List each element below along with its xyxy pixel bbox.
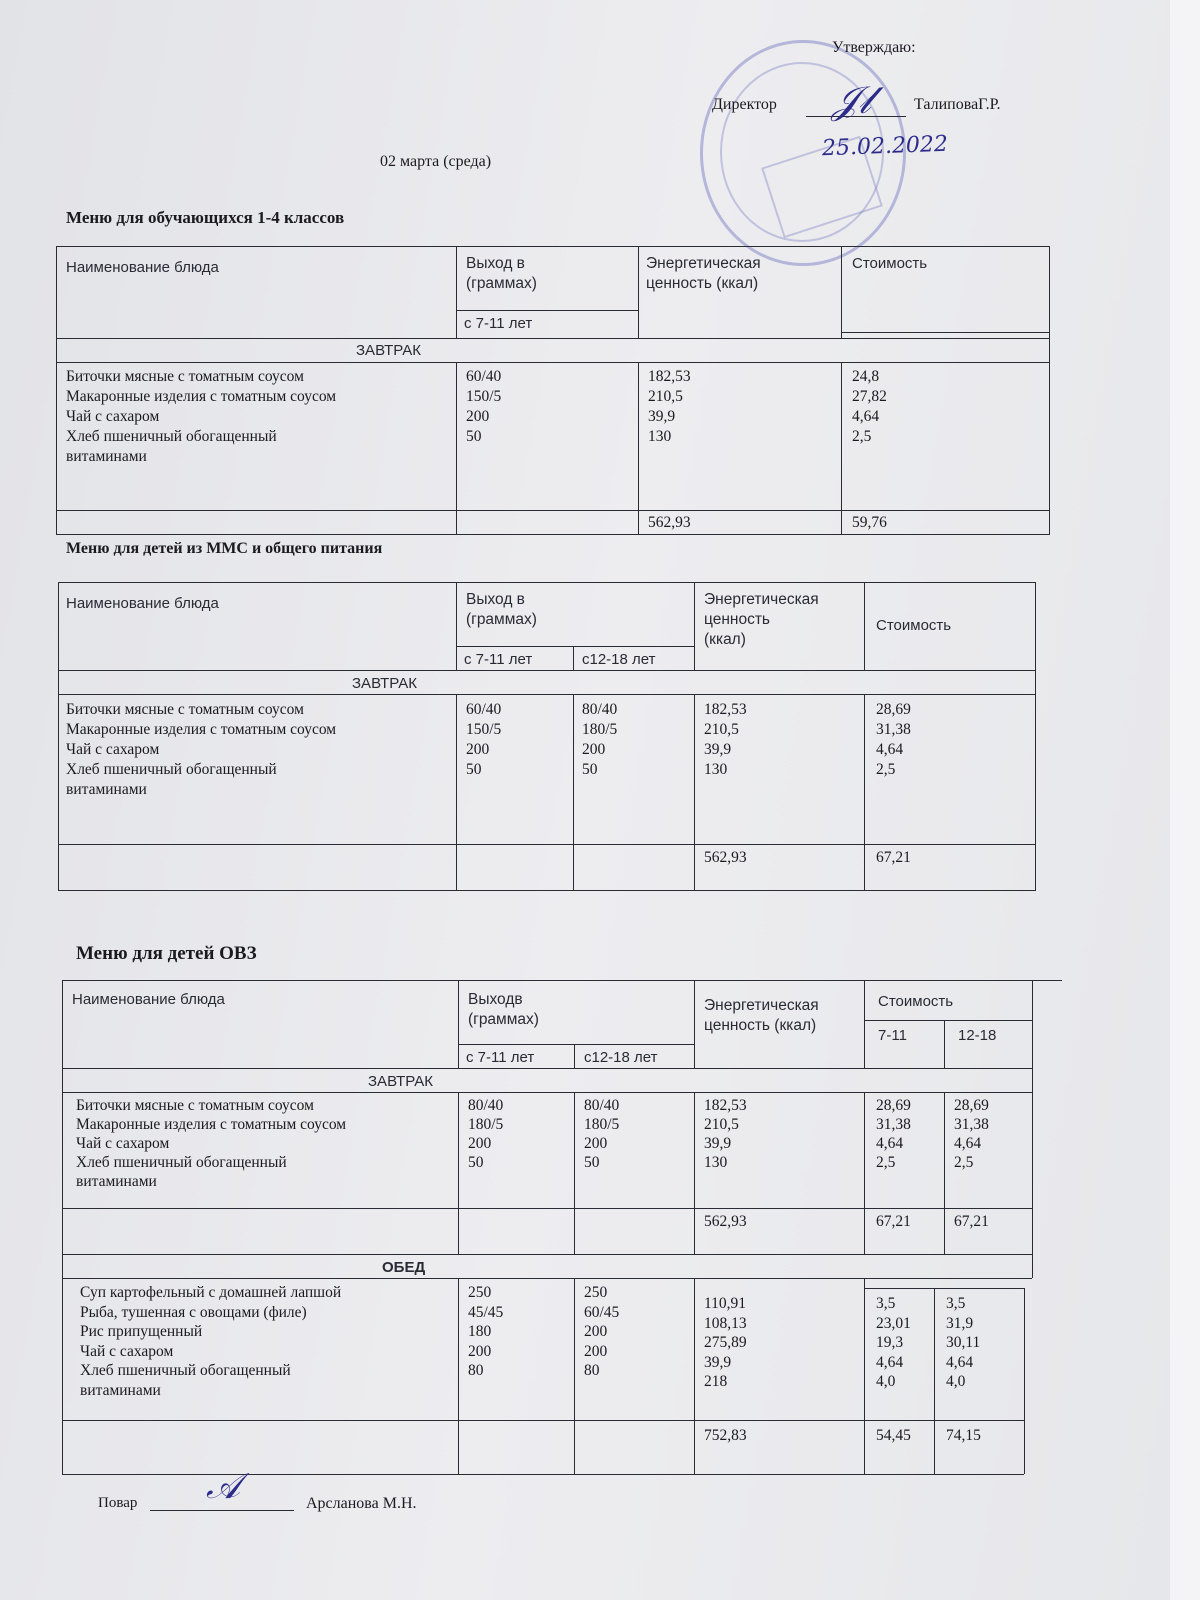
table2-header-cost: Стоимость xyxy=(876,617,952,634)
table1-total-energy: 562,93 xyxy=(648,514,691,531)
table2-total-cost: 67,21 xyxy=(876,849,911,866)
table1-section: ЗАВТРАК xyxy=(356,342,421,359)
menu-date: 02 марта (среда) xyxy=(380,153,492,170)
table1-output: 60/40 150/5 200 50 xyxy=(466,368,502,445)
table3-header-energy: Энергетическая ценность (ккал) xyxy=(704,997,819,1034)
table2-output1: 60/40 150/5 200 50 xyxy=(466,701,502,778)
approval-date: 25.02.2022 xyxy=(821,131,949,162)
director-name: ТалиповаГ.Р. xyxy=(914,96,1001,113)
table3-breakfast-total-cost1: 67,21 xyxy=(876,1213,911,1230)
table1-cost: 24,8 27,82 4,64 2,5 xyxy=(852,368,887,445)
director-label: Директор xyxy=(712,96,777,113)
table3-breakfast-energy: 182,53 210,5 39,9 130 xyxy=(704,1097,747,1171)
table3-breakfast-total-cost2: 67,21 xyxy=(954,1213,989,1230)
approve-label: Утверждаю: xyxy=(832,39,916,56)
table1-header-cost: Стоимость xyxy=(852,255,928,272)
table3-breakfast-output1: 80/40 180/5 200 50 xyxy=(468,1097,504,1171)
table2-section: ЗАВТРАК xyxy=(352,675,417,692)
table3-lunch-cost1: 3,5 23,01 19,3 4,64 4,0 xyxy=(876,1295,911,1390)
table3-lunch-section: ОБЕД xyxy=(382,1259,426,1276)
table3-lunch-energy: 110,91 108,13 275,89 39,9 218 xyxy=(704,1295,747,1390)
table1-total-cost: 59,76 xyxy=(852,514,887,531)
table3-breakfast-cost2: 28,69 31,38 4,64 2,5 xyxy=(954,1097,989,1171)
table2-energy: 182,53 210,5 39,9 130 xyxy=(704,701,747,778)
table2-cost: 28,69 31,38 4,64 2,5 xyxy=(876,701,911,778)
table3-lunch-total-cost1: 54,45 xyxy=(876,1427,911,1444)
cook-name: Арсланова М.Н. xyxy=(306,1495,417,1512)
table3-header-cost: Стоимость xyxy=(878,993,954,1010)
table2-header-output: Выход в (граммах) xyxy=(466,591,537,628)
table2-header-age1: с 7-11 лет xyxy=(464,651,533,668)
cook-signature: 𝒜 xyxy=(206,1466,241,1507)
table1-header-energy: Энергетическая ценность (ккал) xyxy=(646,255,761,292)
table3-lunch-output2: 250 60/45 200 200 80 xyxy=(584,1284,620,1379)
table3-breakfast-total-energy: 562,93 xyxy=(704,1213,747,1230)
table3-header-cost2: 12-18 xyxy=(958,1027,997,1044)
table1-title: Меню для обучающихся 1-4 классов xyxy=(66,208,345,227)
table2-title: Меню для детей из ММС и общего питания xyxy=(66,540,383,557)
table2-dishes: Биточки мясные с томатным соусом Макаронные изделия с томатным соусом Чай с сахаром Хлеб пшеничный обогащенный витаминами xyxy=(66,701,337,798)
table1-header-name: Наименование блюда xyxy=(66,259,219,276)
cook-signature-line xyxy=(150,1510,294,1511)
table1-header-output: Выход в (граммах) xyxy=(466,255,537,292)
table2-total-energy: 562,93 xyxy=(704,849,747,866)
table3-breakfast-section: ЗАВТРАК xyxy=(368,1073,433,1090)
page-edge xyxy=(1170,0,1200,1600)
director-signature: 𝒥𝓁 xyxy=(832,78,871,122)
table3-breakfast-cost1: 28,69 31,38 4,64 2,5 xyxy=(876,1097,911,1171)
table3-lunch-total-energy: 752,83 xyxy=(704,1427,747,1444)
table2-header-age2: с12-18 лет xyxy=(582,651,656,668)
table3-breakfast-dishes: Биточки мясные с томатным соусом Макаронные изделия с томатным соусом Чай с сахаром Хлеб пшеничный обогащенный витаминами xyxy=(76,1097,347,1190)
table2-header-name: Наименование блюда xyxy=(66,595,219,612)
table3-lunch-total-cost2: 74,15 xyxy=(946,1427,981,1444)
table2-header-energy: Энергетическая ценность (ккал) xyxy=(704,591,819,648)
table3-header-age2: с12-18 лет xyxy=(584,1049,658,1066)
table3-header-cost1: 7-11 xyxy=(878,1027,907,1044)
table3-header-output: Выходв (граммах) xyxy=(468,991,539,1028)
table3-lunch-output1: 250 45/45 180 200 80 xyxy=(468,1284,504,1379)
table3-header-age1: с 7-11 лет xyxy=(466,1049,535,1066)
table1-header-age: с 7-11 лет xyxy=(464,315,533,332)
table1-dishes: Биточки мясные с томатным соусом Макаронные изделия с томатным соусом Чай с сахаром Хлеб пшеничный обогащенный витаминами xyxy=(66,368,337,465)
table3-header-name: Наименование блюда xyxy=(72,991,225,1008)
table3-title: Меню для детей ОВЗ xyxy=(76,943,257,964)
table1-energy: 182,53 210,5 39,9 130 xyxy=(648,368,691,445)
cook-label: Повар xyxy=(98,1495,138,1511)
table3-lunch-dishes: Суп картофельный с домашней лапшой Рыба, тушенная с овощами (филе) Рис припущенный Чай с сахаром Хлеб пшеничный обогащенный витаминами xyxy=(80,1284,342,1399)
table3-breakfast-output2: 80/40 180/5 200 50 xyxy=(584,1097,620,1171)
table3-lunch-cost2: 3,5 31,9 30,11 4,64 4,0 xyxy=(946,1295,981,1390)
table2-output2: 80/40 180/5 200 50 xyxy=(582,701,618,778)
